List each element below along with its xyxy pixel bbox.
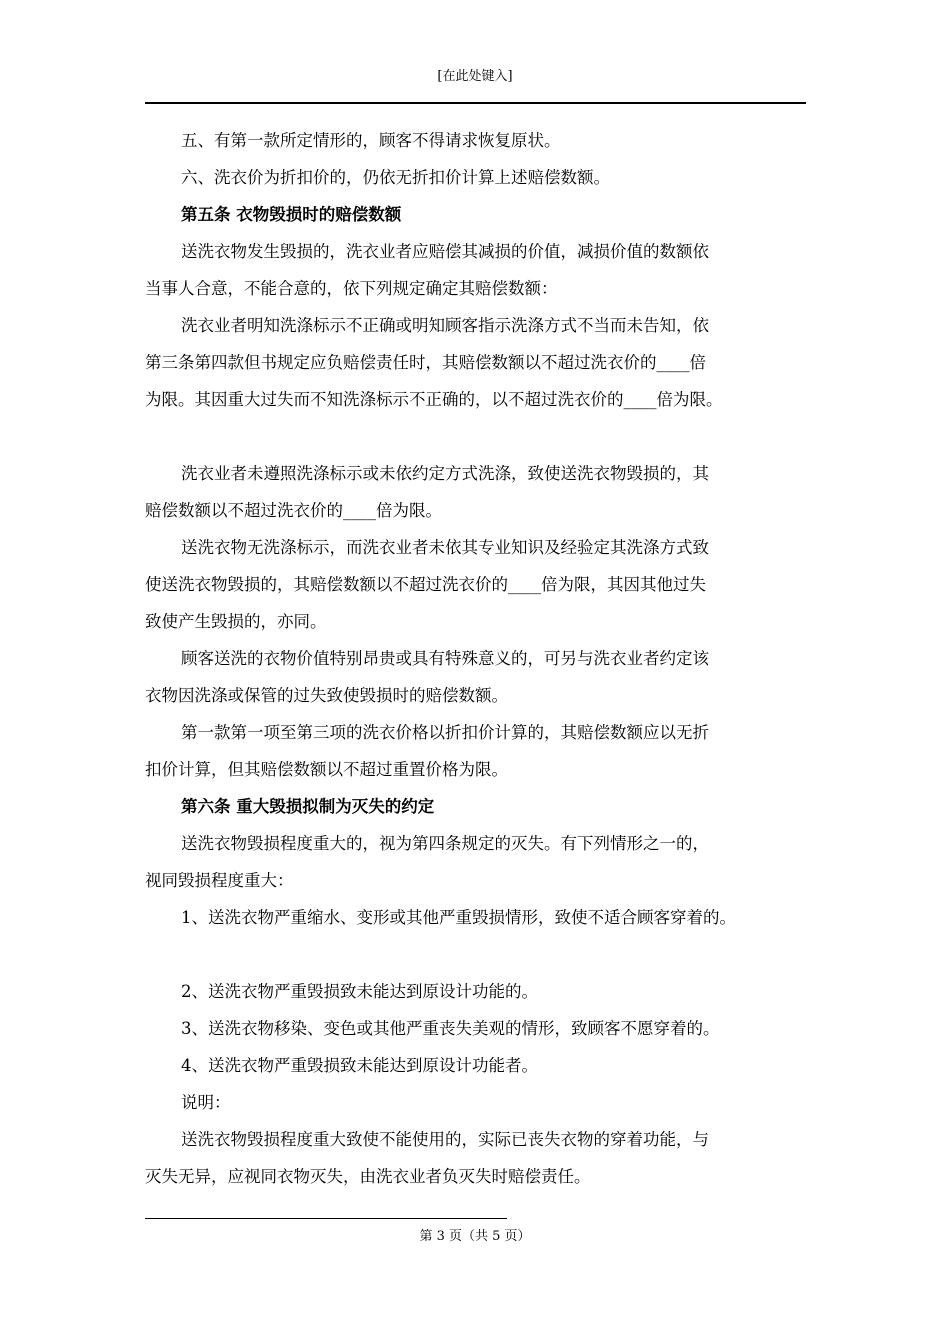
paragraph-line: 洗衣业者明知洗涤标示不正确或明知顾客指示洗涤方式不当而未告知，依 (181, 316, 709, 335)
paragraph-line: 第三条第四款但书规定应负赔偿责任时，其赔偿数额以不超过洗衣价的____倍 (145, 353, 706, 372)
paragraph-line: 五、有第一款所定情形的，顾客不得请求恢复原状。 (181, 131, 561, 150)
page-number: 第 3 页（共 5 页） (419, 1229, 531, 1244)
list-item: 2、送洗衣物严重毁损致未能达到原设计功能的。 (181, 982, 538, 1001)
paragraph-line: 致使产生毁损的，亦同。 (145, 612, 327, 631)
list-item: 4、送洗衣物严重毁损致未能达到原设计功能者。 (181, 1056, 538, 1075)
paragraph-line: 六、洗衣价为折扣价的，仍依无折扣价计算上述赔偿数额。 (181, 168, 610, 187)
paragraph-line: 视同毁损程度重大： (145, 871, 294, 890)
paragraph-line: 灭失无异，应视同衣物灭失，由洗衣业者负灭失时赔偿责任。 (145, 1167, 591, 1186)
paragraph-line: 送洗衣物无洗涤标示，而洗衣业者未依其专业知识及经验定其洗涤方式致 (181, 538, 709, 557)
paragraph-line: 当事人合意，不能合意的，依下列规定确定其赔偿数额： (145, 279, 558, 298)
document-body (145, 122, 825, 1195)
blank-line (145, 936, 825, 973)
paragraph-line: 使送洗衣物毁损的，其赔偿数额以不超过洗衣价的____倍为限，其因其他过失 (145, 575, 706, 594)
blank-line (145, 418, 825, 455)
paragraph-line: 送洗衣物发生毁损的，洗衣业者应赔偿其减损的价值，减损价值的数额依 (181, 242, 709, 261)
paragraph-line: 送洗衣物毁损程度重大的，视为第四条规定的灭失。有下列情形之一的， (181, 834, 709, 853)
paragraph-line: 赔偿数额以不超过洗衣价的____倍为限。 (145, 501, 442, 520)
list-item: 3、送洗衣物移染、变色或其他严重丧失美观的情形，致顾客不愿穿着的。 (181, 1019, 720, 1038)
paragraph-line: 顾客送洗的衣物价值特别昂贵或具有特殊意义的，可另与洗衣业者约定该 (181, 649, 709, 668)
paragraph-line: 洗衣业者未遵照洗涤标示或未依约定方式洗涤，致使送洗衣物毁损的，其 (181, 464, 709, 483)
paragraph-line: 送洗衣物毁损程度重大致使不能使用的，实际已丧失衣物的穿着功能，与 (181, 1130, 709, 1149)
list-item: 1、送洗衣物严重缩水、变形或其他严重毁损情形，致使不适合顾客穿着的。 (181, 908, 736, 927)
article-heading: 第六条 重大毁损拟制为灭失的约定 (181, 797, 435, 816)
article-heading: 第五条 衣物毁损时的赔偿数额 (181, 205, 402, 224)
paragraph-line: 衣物因洗涤或保管的过失致使毁损时的赔偿数额。 (145, 686, 508, 705)
note-label: 说明： (181, 1093, 231, 1112)
paragraph-line: 为限。其因重大过失而不知洗涤标示不正确的，以不超过洗衣价的____倍为限。 (145, 390, 723, 409)
paragraph-line: 第一款第一项至第三项的洗衣价格以折扣价计算的，其赔偿数额应以无折 (181, 723, 709, 742)
page-header: [在此处键入] (437, 69, 513, 84)
header-divider (145, 102, 806, 104)
paragraph-line: 扣价计算，但其赔偿数额以不超过重置价格为限。 (145, 760, 508, 779)
footer-divider (145, 1218, 507, 1219)
